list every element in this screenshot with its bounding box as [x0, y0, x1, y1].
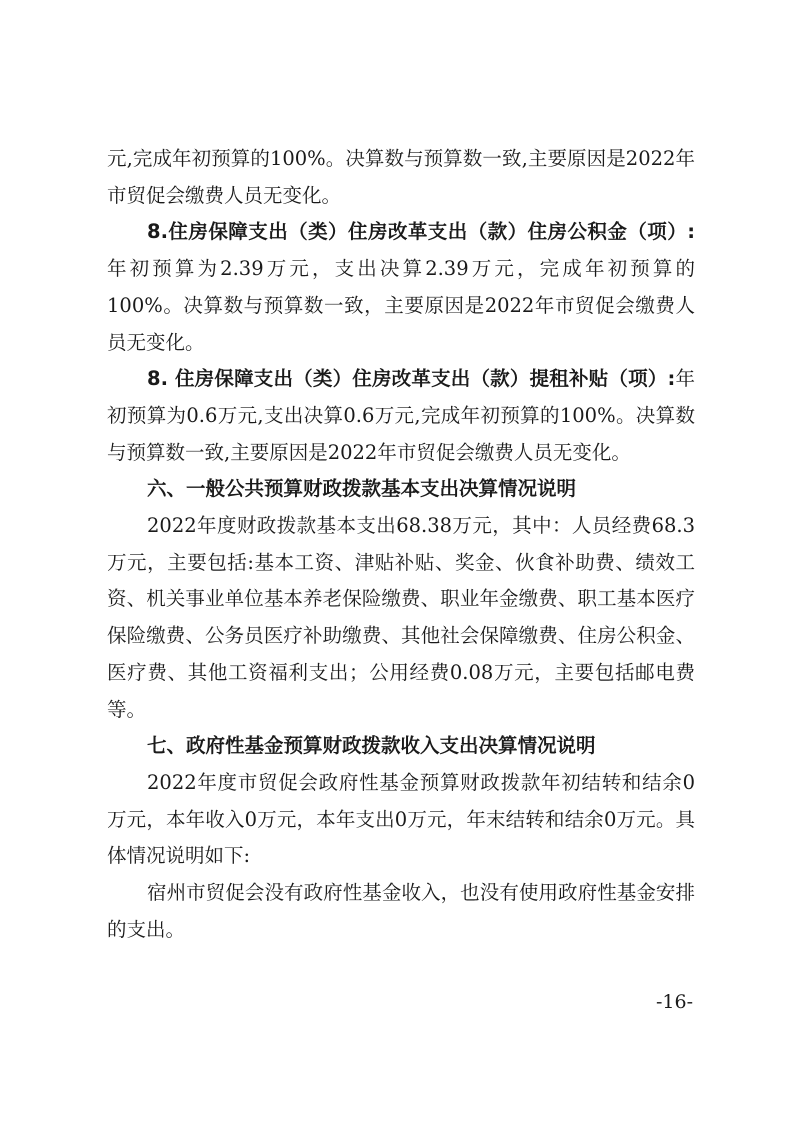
- paragraph-continuation: 元,完成年初预算的100%。决算数与预算数一致,主要原因是2022年市贸促会缴费人员无变化。: [107, 147, 695, 207]
- housing-fund-text: 年初预算为2.39万元，支出决算2.39万元，完成年初预算的100%。决算数与预算数一致，主要原因是2022年市贸促会缴费人员无变化。: [107, 257, 695, 354]
- paragraph-housing-fund: [107, 214, 695, 361]
- section-heading-6: 六、一般公共预算财政拨款基本支出决算情况说明: [147, 477, 577, 501]
- paragraph-basic-expenditure: 2022年度财政拨款基本支出68.38万元，其中：人员经费68.3万元，主要包括:基本工资、津贴补贴、奖金、伙食补助费、绩效工资、机关事业单位基本养老保险缴费、职业年金缴费、职工基本医疗保险缴费、公务员医疗补助缴费、其他社会保障缴费、住房公积金、医疗费、其他工资福利支出；公用经费0.08万元，主要包括邮电费等。: [107, 514, 695, 721]
- rent-subsidy-text: 年初预算为0.6万元,支出决算0.6万元,完成年初预算的100%。决算数与预算数一致,主要原因是2022年市贸促会缴费人员无变化。: [107, 367, 695, 464]
- section-heading-7: 七、政府性基金预算财政拨款收入支出决算情况说明: [147, 734, 596, 758]
- rent-subsidy-heading: 8. 住房保障支出（类）住房改革支出（款）提租补贴（项）:: [147, 367, 676, 391]
- document-body: [107, 141, 695, 948]
- page-number: -16-: [655, 991, 693, 1013]
- housing-fund-heading: 8.住房保障支出（类）住房改革支出（款）住房公积金（项）:: [147, 220, 695, 244]
- paragraph-no-fund: 宿州市贸促会没有政府性基金收入，也没有使用政府性基金安排的支出。: [107, 881, 695, 941]
- paragraph-government-fund: 2022年度市贸促会政府性基金预算财政拨款年初结转和结余0万元，本年收入0万元，本年支出0万元，年末结转和结余0万元。具体情况说明如下:: [107, 770, 695, 868]
- paragraph-rent-subsidy: [107, 361, 695, 471]
